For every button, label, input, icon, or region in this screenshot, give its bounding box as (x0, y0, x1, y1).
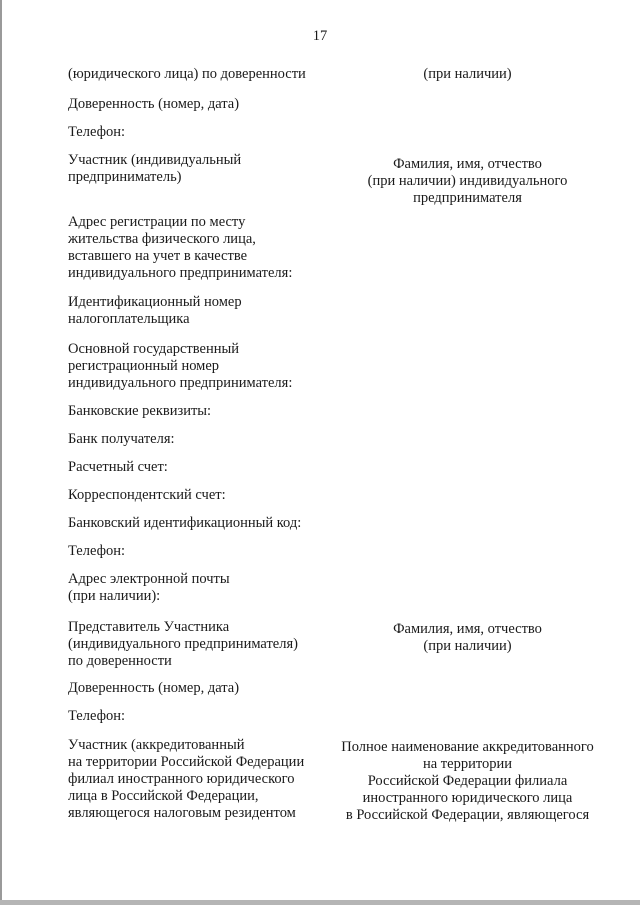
proxy-number-date-label-2: Доверенность (номер, дата) (68, 680, 240, 696)
phone-label-2: Телефон: (68, 543, 126, 559)
scan-left-edge (0, 0, 2, 905)
participant-representative-label: Представитель Участника (индивидуального предпринимателя) по доверенности (68, 619, 298, 669)
phone-label-3: Телефон: (68, 708, 126, 724)
settlement-account-label: Расчетный счет: (68, 459, 168, 475)
bank-details-label: Банковские реквизиты: (68, 403, 212, 419)
ogrnip-label: Основной государственный регистрационный номер индивидуального предпринимателя: (68, 341, 293, 391)
registration-address-label: Адрес регистрации по месту жительства физического лица, вставшего на учет в качестве индивидуального предпринимателя: (68, 214, 293, 281)
phone-label: Телефон: (68, 124, 126, 140)
taxpayer-id-label: Идентификационный номер налогоплательщика (68, 294, 242, 327)
entrepreneur-full-name-caption: Фамилия, имя, отчество (при наличии) индивидуального предпринимателя (367, 156, 568, 206)
recipient-bank-label: Банк получателя: (68, 431, 175, 447)
participant-accredited-branch-label: Участник (аккредитованный на территории Российской Федерации филиал иностранного юридического лица в Российской Федерации, являющегося налоговым резидентом (68, 737, 305, 821)
bic-label: Банковский идентификационный код: (68, 515, 302, 531)
if-any-note: (при наличии) (423, 66, 512, 82)
participant-individual-entrepreneur-label: Участник (индивидуальный предприниматель) (68, 152, 242, 185)
page-number: 17 (312, 28, 328, 44)
rep-legal-entity-by-proxy-label: (юридического лица) по доверенности (68, 66, 306, 82)
scan-bottom-edge (0, 900, 640, 905)
representative-full-name-caption: Фамилия, имя, отчество (при наличии) (393, 621, 542, 654)
proxy-number-date-label: Доверенность (номер, дата) (68, 96, 240, 112)
correspondent-account-label: Корреспондентский счет: (68, 487, 226, 503)
branch-full-name-caption: Полное наименование аккредитованного на территории Российской Федерации филиала иностранного юридического лица в Российской Федерации, являющегося (341, 739, 594, 823)
email-label: Адрес электронной почты (при наличии): (68, 571, 230, 604)
